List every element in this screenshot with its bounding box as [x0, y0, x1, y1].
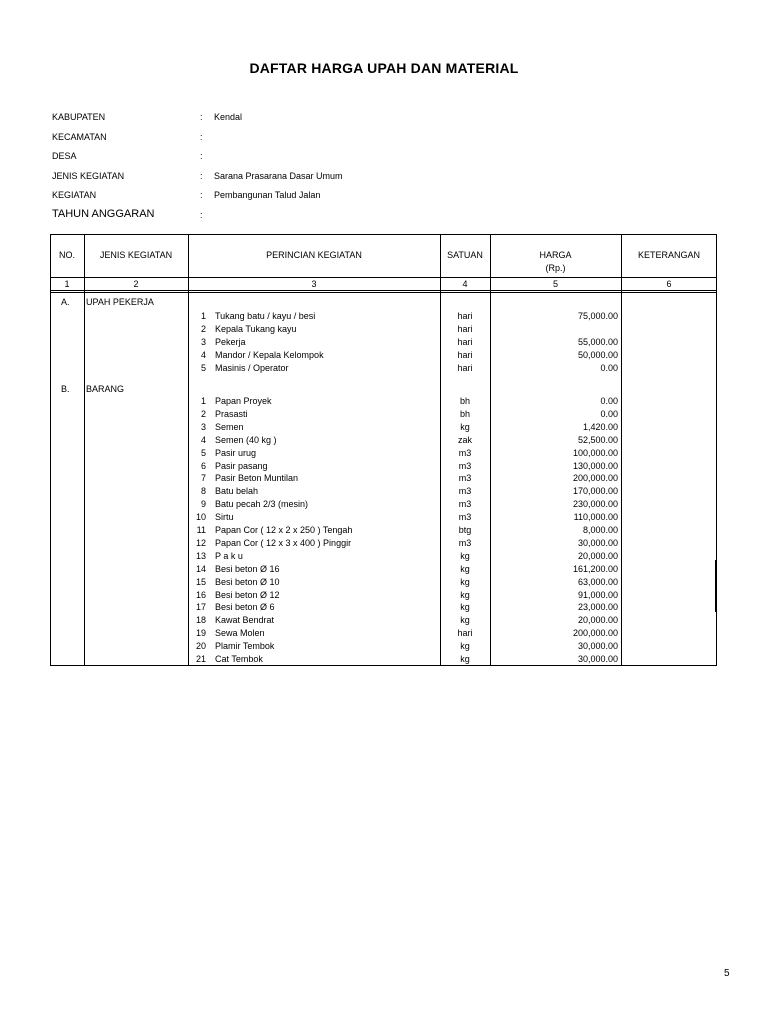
- table-row: [0, 641, 768, 654]
- item-price: 1,420.00: [582, 421, 618, 432]
- item-price: 52,500.00: [577, 434, 618, 445]
- item-number: 10: [195, 512, 206, 523]
- table-row: [0, 422, 768, 435]
- item-price: 230,000.00: [572, 499, 618, 510]
- item-unit: kg: [460, 421, 470, 432]
- item-unit: m3: [458, 473, 472, 484]
- column-number-divider: [51, 292, 716, 293]
- column-number: 4: [462, 279, 468, 289]
- item-description: Semen (40 kg ): [215, 434, 277, 445]
- item-number: 1: [200, 311, 206, 321]
- item-unit: m3: [458, 537, 472, 548]
- item-unit: m3: [458, 499, 472, 510]
- item-unit: btg: [458, 525, 472, 535]
- info-colon: :: [200, 190, 203, 200]
- table-row: [0, 564, 768, 577]
- item-price: 0.00: [600, 408, 618, 419]
- table-row: [0, 324, 768, 337]
- table-row: [0, 628, 768, 641]
- item-unit: hari: [457, 311, 473, 321]
- item-price: 200,000.00: [572, 473, 618, 484]
- item-unit: hari: [457, 349, 473, 360]
- item-number: 4: [200, 349, 206, 360]
- item-description: Batu pecah 2/3 (mesin): [215, 499, 309, 510]
- item-description: Besi beton Ø 12: [215, 589, 280, 600]
- item-number: 11: [196, 525, 206, 535]
- table-row: [0, 435, 768, 448]
- item-description: Papan Cor ( 12 x 2 x 250 ) Tengah: [215, 525, 353, 535]
- item-number: 5: [200, 362, 206, 373]
- item-unit: m3: [458, 512, 472, 523]
- item-description: Pasir pasang: [215, 460, 268, 471]
- item-price: 20,000.00: [577, 615, 618, 626]
- item-price: 91,000.00: [577, 589, 618, 600]
- info-value: Pembangunan Talud Jalan: [214, 190, 321, 200]
- info-colon: :: [200, 131, 203, 142]
- item-price: 30,000.00: [577, 654, 618, 664]
- item-unit: bh: [459, 396, 470, 406]
- table-row: [0, 602, 768, 615]
- item-unit: kg: [460, 654, 470, 664]
- item-description: Besi beton Ø 10: [215, 576, 280, 587]
- item-number: 15: [195, 576, 206, 587]
- info-colon: :: [200, 170, 203, 181]
- info-row-kecamatan: [52, 132, 652, 152]
- item-number: 13: [195, 550, 206, 561]
- info-colon: :: [200, 112, 203, 122]
- table-row: [0, 538, 768, 551]
- page-number: 5: [724, 968, 730, 979]
- info-row-desa: [52, 151, 652, 171]
- info-label: KECAMATAN: [52, 131, 107, 142]
- item-price: 110,000.00: [573, 512, 618, 523]
- item-unit: hari: [457, 628, 473, 639]
- item-description: Plamir Tembok: [215, 641, 275, 652]
- column-number: 5: [552, 279, 558, 289]
- header-no: NO.: [58, 250, 75, 260]
- item-number: 8: [200, 486, 206, 497]
- item-price: 30,000.00: [577, 641, 618, 652]
- item-number: 7: [200, 473, 206, 484]
- item-price: 20,000.00: [577, 550, 618, 561]
- item-description: Besi beton Ø 6: [215, 602, 275, 613]
- item-price: 23,000.00: [577, 602, 618, 613]
- info-row-kabupaten: [52, 112, 652, 132]
- header-harga-unit: (Rp.): [545, 263, 566, 273]
- item-price: 130,000.00: [572, 460, 618, 471]
- table-row: [0, 311, 768, 324]
- item-description: Pasir urug: [215, 447, 257, 458]
- table-row: [0, 590, 768, 603]
- item-price: 50,000.00: [577, 349, 618, 360]
- item-description: Kepala Tukang kayu: [215, 323, 297, 334]
- info-label: TAHUN ANGGARAN: [52, 207, 155, 220]
- item-price: 170,000.00: [572, 486, 618, 497]
- item-number: 19: [195, 628, 206, 639]
- column-number-divider: [51, 290, 716, 291]
- document-title: DAFTAR HARGA UPAH DAN MATERIAL: [249, 60, 519, 76]
- item-unit: kg: [460, 615, 470, 626]
- item-description: Mandor / Kepala Kelompok: [215, 349, 324, 360]
- item-unit: zak: [457, 434, 472, 445]
- item-unit: m3: [458, 447, 472, 458]
- table-row: [0, 512, 768, 525]
- item-unit: bh: [459, 408, 470, 419]
- item-description: Prasasti: [215, 408, 248, 419]
- item-unit: kg: [460, 602, 470, 613]
- table-row: [0, 337, 768, 350]
- info-label: KABUPATEN: [52, 112, 106, 122]
- info-value: Kendal: [214, 112, 243, 122]
- item-price: 0.00: [600, 396, 618, 406]
- item-description: Papan Cor ( 12 x 3 x 400 ) Pinggir: [215, 537, 352, 548]
- info-colon: :: [200, 151, 203, 161]
- table-row: [0, 409, 768, 422]
- item-unit: m3: [458, 460, 472, 471]
- item-unit: kg: [460, 641, 470, 652]
- table-row: [0, 486, 768, 499]
- column-number: 1: [64, 279, 70, 289]
- info-colon: :: [200, 209, 203, 220]
- header-perincian-kegiatan: PERINCIAN KEGIATAN: [266, 250, 362, 260]
- item-unit: kg: [460, 563, 470, 574]
- info-row-tahun-anggaran: [52, 207, 652, 230]
- header-satuan: SATUAN: [447, 250, 483, 260]
- item-description: Pasir Beton Muntilan: [215, 473, 299, 484]
- item-price: 161,200.00: [572, 563, 618, 574]
- info-label: DESA: [52, 151, 77, 161]
- info-row-jenis-kegiatan: [52, 171, 652, 191]
- item-description: Besi beton Ø 16: [215, 563, 280, 574]
- table-row: [0, 363, 768, 376]
- table-row: [0, 448, 768, 461]
- border-mark: [715, 560, 717, 612]
- item-description: Tukang batu / kayu / besi: [215, 311, 316, 321]
- item-unit: kg: [460, 576, 470, 587]
- item-number: 5: [200, 447, 206, 458]
- item-price: 63,000.00: [577, 576, 618, 587]
- item-unit: m3: [458, 486, 472, 497]
- item-description: Papan Proyek: [215, 396, 272, 406]
- item-number: 12: [195, 537, 206, 548]
- table-row: [0, 577, 768, 590]
- item-description: Semen: [215, 421, 244, 432]
- item-number: 14: [195, 563, 206, 574]
- item-price: 55,000.00: [577, 336, 618, 347]
- item-number: 2: [200, 323, 206, 334]
- item-price: 0.00: [600, 362, 618, 373]
- header-keterangan: KETERANGAN: [637, 250, 700, 260]
- item-description: Sirtu: [215, 512, 234, 523]
- section-name: BARANG: [86, 384, 125, 394]
- item-description: P a k u: [215, 550, 243, 561]
- item-price: 75,000.00: [577, 311, 618, 321]
- column-number: 3: [311, 279, 317, 289]
- item-description: Pekerja: [215, 336, 246, 347]
- item-unit: hari: [457, 323, 473, 334]
- item-price: 200,000.00: [572, 628, 618, 639]
- table-row: [0, 396, 768, 409]
- section-name: UPAH PEKERJA: [86, 297, 154, 307]
- table-row: [0, 551, 768, 564]
- item-number: 4: [200, 434, 206, 445]
- item-number: 20: [195, 641, 206, 652]
- item-description: Cat Tembok: [215, 654, 263, 664]
- item-description: Kawat Bendrat: [215, 615, 275, 626]
- header-harga: HARGA: [539, 250, 572, 260]
- item-unit: hari: [457, 336, 473, 347]
- info-label: JENIS KEGIATAN: [52, 170, 125, 181]
- item-price: 30,000.00: [577, 537, 618, 548]
- item-price: 100,000.00: [572, 447, 618, 458]
- table-row: [0, 499, 768, 512]
- section-code: B.: [61, 384, 70, 394]
- item-unit: hari: [457, 362, 473, 373]
- item-description: Masinis / Operator: [215, 362, 289, 373]
- item-number: 18: [195, 615, 206, 626]
- item-description: Sewa Molen: [215, 628, 265, 639]
- item-number: 16: [195, 589, 206, 600]
- item-number: 6: [200, 460, 206, 471]
- table-row: [0, 350, 768, 363]
- item-number: 21: [195, 654, 206, 664]
- column-number: 6: [666, 279, 672, 289]
- item-unit: kg: [460, 550, 470, 561]
- item-number: 1: [200, 396, 206, 406]
- item-number: 17: [195, 602, 206, 613]
- header-jenis-kegiatan: JENIS KEGIATAN: [99, 250, 173, 260]
- table-row: [0, 654, 768, 667]
- item-price: 8,000.00: [582, 525, 618, 535]
- info-block: [52, 112, 652, 229]
- item-number: 2: [200, 408, 206, 419]
- table-row: [0, 615, 768, 628]
- column-number: 2: [133, 279, 139, 289]
- item-unit: kg: [460, 589, 470, 600]
- item-number: 9: [200, 499, 206, 510]
- item-description: Batu belah: [215, 486, 259, 497]
- table-row: [0, 461, 768, 474]
- item-number: 3: [200, 336, 206, 347]
- item-number: 3: [200, 421, 206, 432]
- section-code: A.: [61, 297, 70, 307]
- info-label: KEGIATAN: [52, 190, 97, 200]
- header-divider: [51, 277, 716, 278]
- info-value: Sarana Prasarana Dasar Umum: [214, 170, 343, 181]
- table-row: [0, 473, 768, 486]
- table-row: [0, 525, 768, 538]
